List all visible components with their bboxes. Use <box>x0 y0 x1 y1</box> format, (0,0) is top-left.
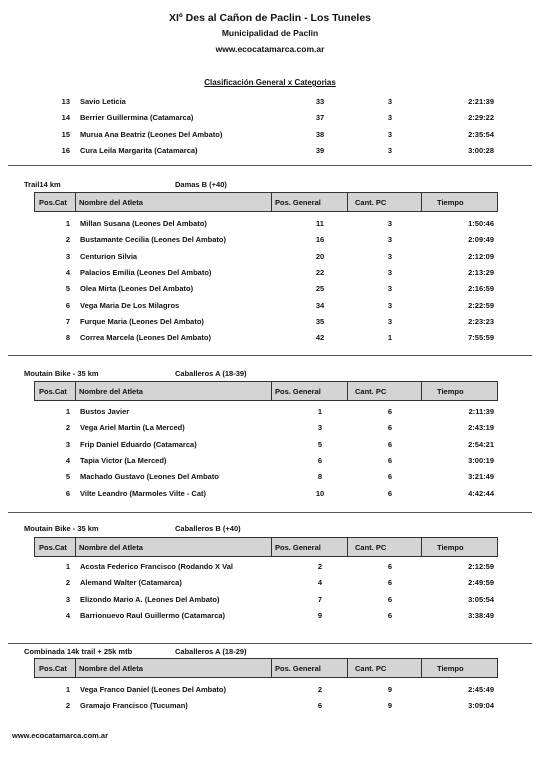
time-cell: 7:55:59 <box>468 333 494 343</box>
general-position-cell: 35 <box>315 316 325 326</box>
general-position-cell: 33 <box>315 97 325 106</box>
header-pos-general: Pos. General <box>275 543 321 552</box>
athlete-name-cell: Savio Leticia <box>80 97 126 106</box>
checkpoint-count-cell: 6 <box>387 488 393 498</box>
table-row <box>0 143 540 159</box>
checkpoint-count-cell: 3 <box>387 300 393 310</box>
header-time: Tiempo <box>437 543 464 552</box>
table-header <box>34 192 498 212</box>
checkpoint-count-cell: 9 <box>387 701 393 711</box>
table-row <box>0 281 540 297</box>
section-divider <box>8 643 532 644</box>
header-cant-pc: Cant. PC <box>355 198 387 207</box>
time-cell: 2:09:49 <box>468 235 494 245</box>
table-row <box>0 682 540 698</box>
checkpoint-count-cell: 3 <box>387 97 393 106</box>
pos-cell: 5 <box>65 472 70 482</box>
section-discipline: Combinada 14k trail + 25k mtb <box>24 647 133 656</box>
table-header <box>34 658 498 678</box>
pos-cell: 5 <box>65 284 70 294</box>
section-discipline: Moutain Bike - 35 km <box>24 369 99 378</box>
general-position-cell: 5 <box>317 439 323 449</box>
header-divider <box>75 382 76 400</box>
time-cell: 2:35:54 <box>468 129 494 139</box>
section-category: Caballeros A (18-39) <box>175 369 247 378</box>
athlete-name-cell: Bustamante Cecilia (Leones Del Ambato) <box>80 235 227 245</box>
general-position-cell: 20 <box>315 251 325 261</box>
time-cell: 1:50:46 <box>468 219 494 228</box>
pos-cell: 14 <box>61 113 70 123</box>
section-category: Damas B (+40) <box>175 180 227 189</box>
table-row <box>0 575 540 591</box>
table-row <box>0 249 540 265</box>
header-divider <box>271 193 272 211</box>
header-athlete-name: Nombre del Atleta <box>79 543 143 552</box>
header-cant-pc: Cant. PC <box>355 664 387 673</box>
general-position-cell: 8 <box>317 472 323 482</box>
header-athlete-name: Nombre del Atleta <box>79 664 143 673</box>
pos-cell: 1 <box>65 562 70 571</box>
pos-cell: 1 <box>65 407 70 416</box>
section-divider <box>8 355 532 356</box>
table-row <box>0 608 540 624</box>
athlete-name-cell: Alemand Walter (Catamarca) <box>80 578 182 588</box>
header-divider <box>271 659 272 677</box>
checkpoint-count-cell: 3 <box>387 129 393 139</box>
time-cell: 3:38:49 <box>468 611 494 621</box>
pos-cell: 4 <box>65 455 70 465</box>
table-row <box>0 437 540 453</box>
checkpoint-count-cell: 3 <box>387 219 393 228</box>
athlete-name-cell: Olea Mirta (Leones Del Ambato) <box>80 284 194 294</box>
pos-cell: 1 <box>65 685 70 694</box>
section-discipline: Trail14 km <box>24 180 61 189</box>
general-position-cell: 4 <box>317 578 323 588</box>
header-divider <box>421 382 422 400</box>
time-cell: 2:29:22 <box>468 113 494 123</box>
header-divider <box>75 193 76 211</box>
general-position-cell: 11 <box>316 219 324 228</box>
time-cell: 2:49:59 <box>468 578 494 588</box>
athlete-name-cell: Acosta Federico Francisco (Rodando X Val <box>80 562 233 571</box>
table-row <box>0 298 540 314</box>
general-position-cell: 3 <box>317 423 323 433</box>
general-position-cell: 39 <box>315 145 325 155</box>
general-position-cell: 1 <box>317 407 323 416</box>
page-subtitle: Municipalidad de Paclin <box>221 28 319 38</box>
header-pos-cat: Pos.Cat <box>39 664 67 673</box>
athlete-name-cell: Elizondo Mario A. (Leones Del Ambato) <box>80 594 220 604</box>
athlete-name-cell: Furque Maria (Leones Del Ambato) <box>80 316 204 326</box>
checkpoint-count-cell: 1 <box>387 333 393 343</box>
footer-url: www.ecocatamarca.com.ar <box>12 731 109 740</box>
general-position-cell: 7 <box>317 594 323 604</box>
section-discipline: Moutain Bike - 35 km <box>24 524 99 533</box>
general-position-cell: 9 <box>317 611 323 621</box>
header-divider <box>347 382 348 400</box>
athlete-name-cell: Vega Ariel Martin (La Merced) <box>80 423 185 433</box>
general-position-cell: 25 <box>315 284 325 294</box>
checkpoint-count-cell: 6 <box>387 439 393 449</box>
header-pos-cat: Pos.Cat <box>39 543 67 552</box>
table-row <box>0 314 540 330</box>
pos-cell: 13 <box>61 97 70 106</box>
header-cant-pc: Cant. PC <box>355 387 387 396</box>
table-row <box>0 265 540 281</box>
header-divider <box>421 538 422 556</box>
section-divider <box>8 165 532 166</box>
time-cell: 3:21:49 <box>468 472 494 482</box>
athlete-name-cell: Bustos Javier <box>80 407 130 416</box>
athlete-name-cell: Machado Gustavo (Leones Del Ambato <box>80 472 219 482</box>
table-row <box>0 94 540 110</box>
time-cell: 2:43:19 <box>468 423 494 433</box>
general-position-cell: 10 <box>315 488 325 498</box>
header-url: www.ecocatamarca.com.ar <box>215 44 325 54</box>
pos-cell: 3 <box>65 594 70 604</box>
section-divider <box>8 512 532 513</box>
header-divider <box>271 538 272 556</box>
header-time: Tiempo <box>437 664 464 673</box>
athlete-name-cell: Barrionuevo Raul Guillermo (Catamarca) <box>80 611 226 621</box>
table-header <box>34 381 498 401</box>
checkpoint-count-cell: 6 <box>387 578 393 588</box>
time-cell: 2:45:49 <box>468 685 494 694</box>
time-cell: 2:22:59 <box>468 300 494 310</box>
athlete-name-cell: Cura Leila Margarita (Catamarca) <box>80 145 198 155</box>
athlete-name-cell: Correa Marcela (Leones Del Ambato) <box>80 333 212 343</box>
checkpoint-count-cell: 6 <box>387 407 393 416</box>
athlete-name-cell: Gramajo Francisco (Tucuman) <box>80 701 188 711</box>
classification-heading: Clasificación General x Categorias <box>204 78 336 87</box>
pos-cell: 15 <box>61 129 70 139</box>
checkpoint-count-cell: 3 <box>387 284 393 294</box>
time-cell: 2:12:09 <box>468 251 494 261</box>
checkpoint-count-cell: 3 <box>387 316 393 326</box>
header-divider <box>421 193 422 211</box>
section-category: Caballeros B (+40) <box>175 524 241 533</box>
page-title: XIº Des al Cañon de Paclin - Los Tuneles <box>168 12 372 24</box>
header-athlete-name: Nombre del Atleta <box>79 198 143 207</box>
checkpoint-count-cell: 3 <box>387 235 393 245</box>
time-cell: 2:12:59 <box>468 562 494 571</box>
table-row <box>0 420 540 436</box>
athlete-name-cell: Palacios Emilia (Leones Del Ambato) <box>80 267 212 277</box>
pos-cell: 6 <box>65 300 70 310</box>
checkpoint-count-cell: 3 <box>387 145 393 155</box>
time-cell: 3:09:04 <box>468 701 494 711</box>
time-cell: 4:42:44 <box>468 488 494 498</box>
header-time: Tiempo <box>437 198 464 207</box>
checkpoint-count-cell: 3 <box>387 251 393 261</box>
time-cell: 3:00:19 <box>468 455 494 465</box>
time-cell: 3:05:54 <box>468 594 494 604</box>
header-divider <box>347 659 348 677</box>
section-category: Caballeros A (18-29) <box>175 647 247 656</box>
pos-cell: 16 <box>61 145 70 155</box>
header-athlete-name: Nombre del Atleta <box>79 387 143 396</box>
header-divider <box>421 659 422 677</box>
athlete-name-cell: Berrier Guillermina (Catamarca) <box>80 113 194 123</box>
pos-cell: 7 <box>65 316 70 326</box>
header-divider <box>271 382 272 400</box>
general-position-cell: 34 <box>315 300 325 310</box>
pos-cell: 4 <box>65 267 70 277</box>
table-row <box>0 469 540 485</box>
general-position-cell: 22 <box>315 267 325 277</box>
general-position-cell: 38 <box>315 129 325 139</box>
pos-cell: 1 <box>65 219 70 228</box>
pos-cell: 2 <box>65 235 70 245</box>
pos-cell: 3 <box>65 251 70 261</box>
general-position-cell: 42 <box>315 333 325 343</box>
general-position-cell: 6 <box>317 701 323 711</box>
athlete-name-cell: Centurion Silvia <box>80 251 138 261</box>
time-cell: 3:00:28 <box>468 145 494 155</box>
table-row <box>0 453 540 469</box>
time-cell: 2:11:39 <box>468 407 494 416</box>
general-position-cell: 6 <box>317 455 323 465</box>
athlete-name-cell: Millan Susana (Leones Del Ambato) <box>80 219 207 228</box>
checkpoint-count-cell: 3 <box>387 113 393 123</box>
checkpoint-count-cell: 9 <box>387 685 393 694</box>
header-time: Tiempo <box>437 387 464 396</box>
table-row <box>0 698 540 714</box>
general-position-cell: 16 <box>315 235 325 245</box>
pos-cell: 2 <box>65 701 70 711</box>
checkpoint-count-cell: 6 <box>387 472 393 482</box>
pos-cell: 2 <box>65 423 70 433</box>
header-pos-cat: Pos.Cat <box>39 198 67 207</box>
pos-cell: 3 <box>65 439 70 449</box>
pos-cell: 6 <box>65 488 70 498</box>
athlete-name-cell: Murua Ana Beatriz (Leones Del Ambato) <box>80 129 223 139</box>
athlete-name-cell: Frip Daniel Eduardo (Catamarca) <box>80 439 197 449</box>
header-pos-general: Pos. General <box>275 198 321 207</box>
pos-cell: 4 <box>65 611 70 621</box>
athlete-name-cell: Vega Franco Daniel (Leones Del Ambato) <box>80 685 227 694</box>
checkpoint-count-cell: 6 <box>387 423 393 433</box>
header-divider <box>75 538 76 556</box>
general-position-cell: 2 <box>317 562 323 571</box>
checkpoint-count-cell: 6 <box>387 594 393 604</box>
time-cell: 2:21:39 <box>468 97 494 106</box>
header-cant-pc: Cant. PC <box>355 543 387 552</box>
pos-cell: 2 <box>65 578 70 588</box>
table-row <box>0 110 540 126</box>
header-pos-general: Pos. General <box>275 664 321 673</box>
checkpoint-count-cell: 6 <box>387 455 393 465</box>
table-row <box>0 592 540 608</box>
athlete-name-cell: Tapia Victor (La Merced) <box>80 455 167 465</box>
checkpoint-count-cell: 3 <box>387 267 393 277</box>
time-cell: 2:23:23 <box>468 316 494 326</box>
checkpoint-count-cell: 6 <box>387 562 393 571</box>
table-row <box>0 404 540 420</box>
table-row <box>0 127 540 143</box>
time-cell: 2:54:21 <box>468 439 494 449</box>
header-divider <box>347 193 348 211</box>
header-pos-general: Pos. General <box>275 387 321 396</box>
athlete-name-cell: Vega Maria De Los Milagros <box>80 300 180 310</box>
header-divider <box>75 659 76 677</box>
header-divider <box>347 538 348 556</box>
time-cell: 2:16:59 <box>468 284 494 294</box>
checkpoint-count-cell: 6 <box>387 611 393 621</box>
table-row <box>0 559 540 575</box>
table-header <box>34 537 498 557</box>
table-row <box>0 486 540 502</box>
header-pos-cat: Pos.Cat <box>39 387 67 396</box>
athlete-name-cell: Vilte Leandro (Marmoles Vilte - Cat) <box>80 488 207 498</box>
pos-cell: 8 <box>65 333 70 343</box>
time-cell: 2:13:29 <box>468 267 494 277</box>
general-position-cell: 37 <box>315 113 325 123</box>
table-row <box>0 232 540 248</box>
general-position-cell: 2 <box>317 685 323 694</box>
table-row <box>0 216 540 232</box>
table-row <box>0 330 540 346</box>
